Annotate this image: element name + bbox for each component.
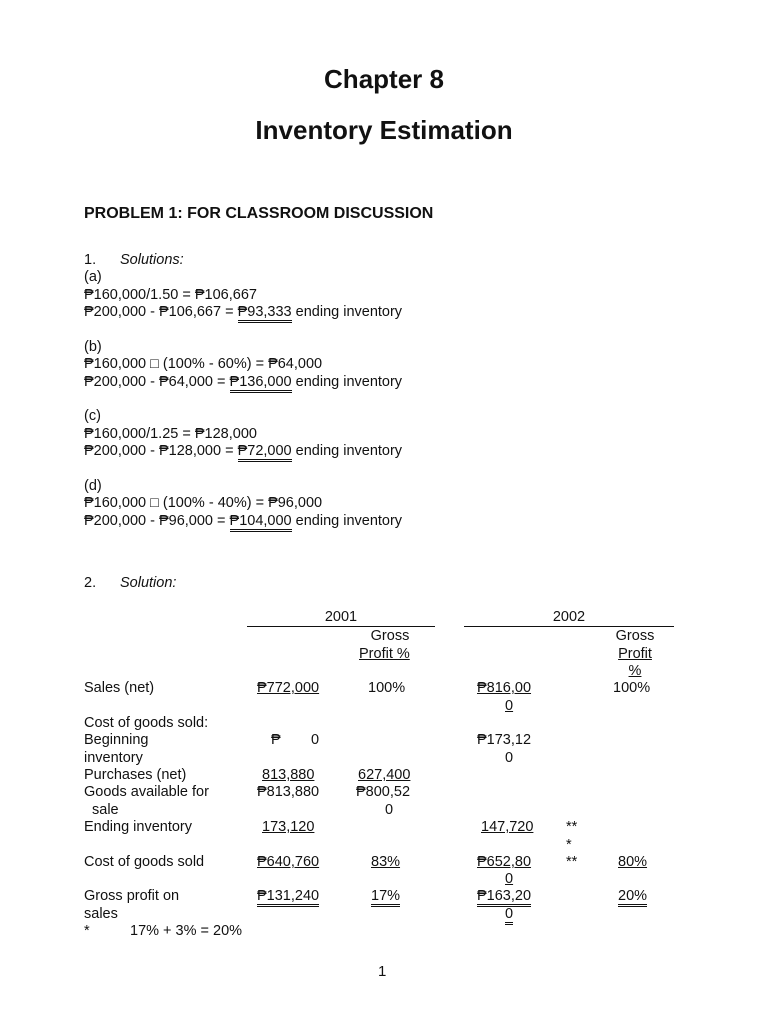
gafs-2001: ₱813,880 xyxy=(257,784,320,800)
gp-header-2002-pct: % xyxy=(628,663,642,679)
year-header-2002: 2002 xyxy=(552,609,586,625)
beg-2002-b: 0 xyxy=(505,750,514,766)
part-answer-line xyxy=(84,303,402,321)
page-number: 1 xyxy=(378,963,387,980)
row-label-gp-2: sales xyxy=(84,906,118,922)
cogs-pct-2001-value: 83% xyxy=(371,854,401,870)
purch-2001-col2 xyxy=(358,766,410,784)
item-2-label: Solution: xyxy=(120,575,177,591)
part-line-suffix: ending inventory xyxy=(291,304,403,320)
chapter-number: Chapter 8 xyxy=(324,64,444,94)
cogs-pct-2001 xyxy=(371,853,400,871)
part-answer-line xyxy=(84,442,402,460)
gp-header-2001-text: Profit % xyxy=(359,646,410,662)
end-2001-value: 173,120 xyxy=(262,819,315,835)
part-letter: (d) xyxy=(84,478,102,494)
gp-2001-value: ₱131,240 xyxy=(257,888,319,907)
chapter-title: Inventory Estimation xyxy=(255,115,513,145)
cogs-footnote-mark: ** xyxy=(566,854,578,870)
part-line-prefix: ₱200,000 - ₱96,000 = xyxy=(84,513,230,529)
beg-2001-peso: ₱ xyxy=(271,732,281,748)
part-answer: ₱72,000 xyxy=(238,443,292,462)
footnote-mark: * xyxy=(84,923,90,939)
cogs-2002-a-value: ₱652,80 xyxy=(477,854,532,870)
row-label-gafs-1: Goods available for xyxy=(84,784,209,800)
part-line: ₱160,000 □ (100% - 60%) = ₱64,000 xyxy=(84,356,323,372)
row-label-purchases: Purchases (net) xyxy=(84,767,187,783)
item-1-number: 1. xyxy=(84,252,97,268)
part-answer: ₱136,000 xyxy=(230,374,292,393)
cogs-2002-b xyxy=(505,870,513,888)
part-line: ₱160,000/1.25 = ₱128,000 xyxy=(84,426,257,442)
sales-2001 xyxy=(257,679,319,697)
part-line-prefix: ₱200,000 - ₱106,667 = xyxy=(84,304,238,320)
end-footnote-mark-b: * xyxy=(566,837,572,853)
sales-2002-a-value: ₱816,00 xyxy=(477,680,532,696)
purch-2001-col2-value: 627,400 xyxy=(358,767,411,783)
end-2001 xyxy=(262,818,314,836)
row-label-sales: Sales (net) xyxy=(84,680,155,696)
item-1-label: Solutions: xyxy=(120,252,184,268)
gp-pct-2001 xyxy=(371,887,400,905)
purch-2001-value: 813,880 xyxy=(262,767,315,783)
part-line: ₱160,000/1.50 = ₱106,667 xyxy=(84,287,257,303)
gafs-2001-col2-b: 0 xyxy=(385,802,394,818)
part-line-suffix: ending inventory xyxy=(291,374,403,390)
part-answer: ₱104,000 xyxy=(230,513,292,532)
sales-2002-b-value: 0 xyxy=(505,698,514,714)
beg-2002-a: ₱173,12 xyxy=(477,732,532,748)
row-label-cogs: Cost of goods sold xyxy=(84,854,205,870)
gp-2002-a xyxy=(477,887,531,905)
beg-2001-value: 0 xyxy=(311,732,320,748)
cogs-section-label: Cost of goods sold: xyxy=(84,715,209,731)
sales-pct-2002: 100% xyxy=(613,680,651,696)
gp-2002-b xyxy=(505,905,513,923)
cogs-2001 xyxy=(257,853,319,871)
part-line: ₱160,000 □ (100% - 40%) = ₱96,000 xyxy=(84,495,323,511)
problem-heading: PROBLEM 1: FOR CLASSROOM DISCUSSION xyxy=(84,205,434,222)
gp-pct-2001-value: 17% xyxy=(371,888,400,907)
year-header-2001: 2001 xyxy=(324,609,358,625)
gp-2002-b-value: 0 xyxy=(505,906,513,925)
row-label-gp-1: Gross profit on xyxy=(84,888,180,904)
end-2002-value: 147,720 xyxy=(481,819,534,835)
sales-pct-2001: 100% xyxy=(368,680,406,696)
gp-header-2002-line2 xyxy=(600,645,670,663)
purch-2001 xyxy=(262,766,314,784)
cogs-2002-a xyxy=(477,853,531,871)
cogs-2001-value: ₱640,760 xyxy=(257,854,320,870)
gp-header-2002-line3 xyxy=(600,662,670,680)
sales-2001-value: ₱772,000 xyxy=(257,680,320,696)
gp-header-2001-line2 xyxy=(359,645,410,663)
sales-2002-b xyxy=(505,697,513,715)
row-label-beginning-1: Beginning xyxy=(84,732,149,748)
sales-2002-a xyxy=(477,679,531,697)
item-2-number: 2. xyxy=(84,575,97,591)
cogs-pct-2002 xyxy=(618,853,647,871)
row-label-gafs-2: sale xyxy=(92,802,119,818)
part-letter: (b) xyxy=(84,339,102,355)
end-footnote-mark-a: ** xyxy=(566,819,578,835)
cogs-pct-2002-value: 80% xyxy=(618,854,648,870)
part-line-suffix: ending inventory xyxy=(291,513,403,529)
gp-2001 xyxy=(257,887,319,905)
end-2002 xyxy=(481,818,533,836)
footnote-text: 17% + 3% = 20% xyxy=(130,923,243,939)
gp-header-2001-line1: Gross xyxy=(370,628,410,644)
part-answer: ₱93,333 xyxy=(238,304,292,323)
gp-header-2002-text: Profit xyxy=(618,646,652,662)
row-label-beginning-2: inventory xyxy=(84,750,143,766)
cogs-2002-b-value: 0 xyxy=(505,871,514,887)
gp-pct-2002-value: 20% xyxy=(618,888,647,907)
gp-header-2002-line1: Gross xyxy=(615,628,655,644)
part-letter: (a) xyxy=(84,269,102,285)
part-answer-line xyxy=(84,373,402,391)
part-line-prefix: ₱200,000 - ₱64,000 = xyxy=(84,374,230,390)
part-line-prefix: ₱200,000 - ₱128,000 = xyxy=(84,443,238,459)
gafs-2001-col2-a: ₱800,52 xyxy=(356,784,411,800)
gp-2002-a-value: ₱163,20 xyxy=(477,888,531,907)
row-label-ending: Ending inventory xyxy=(84,819,193,835)
part-answer-line xyxy=(84,512,402,530)
part-letter: (c) xyxy=(84,408,101,424)
gp-pct-2002 xyxy=(618,887,647,905)
part-line-suffix: ending inventory xyxy=(291,443,403,459)
